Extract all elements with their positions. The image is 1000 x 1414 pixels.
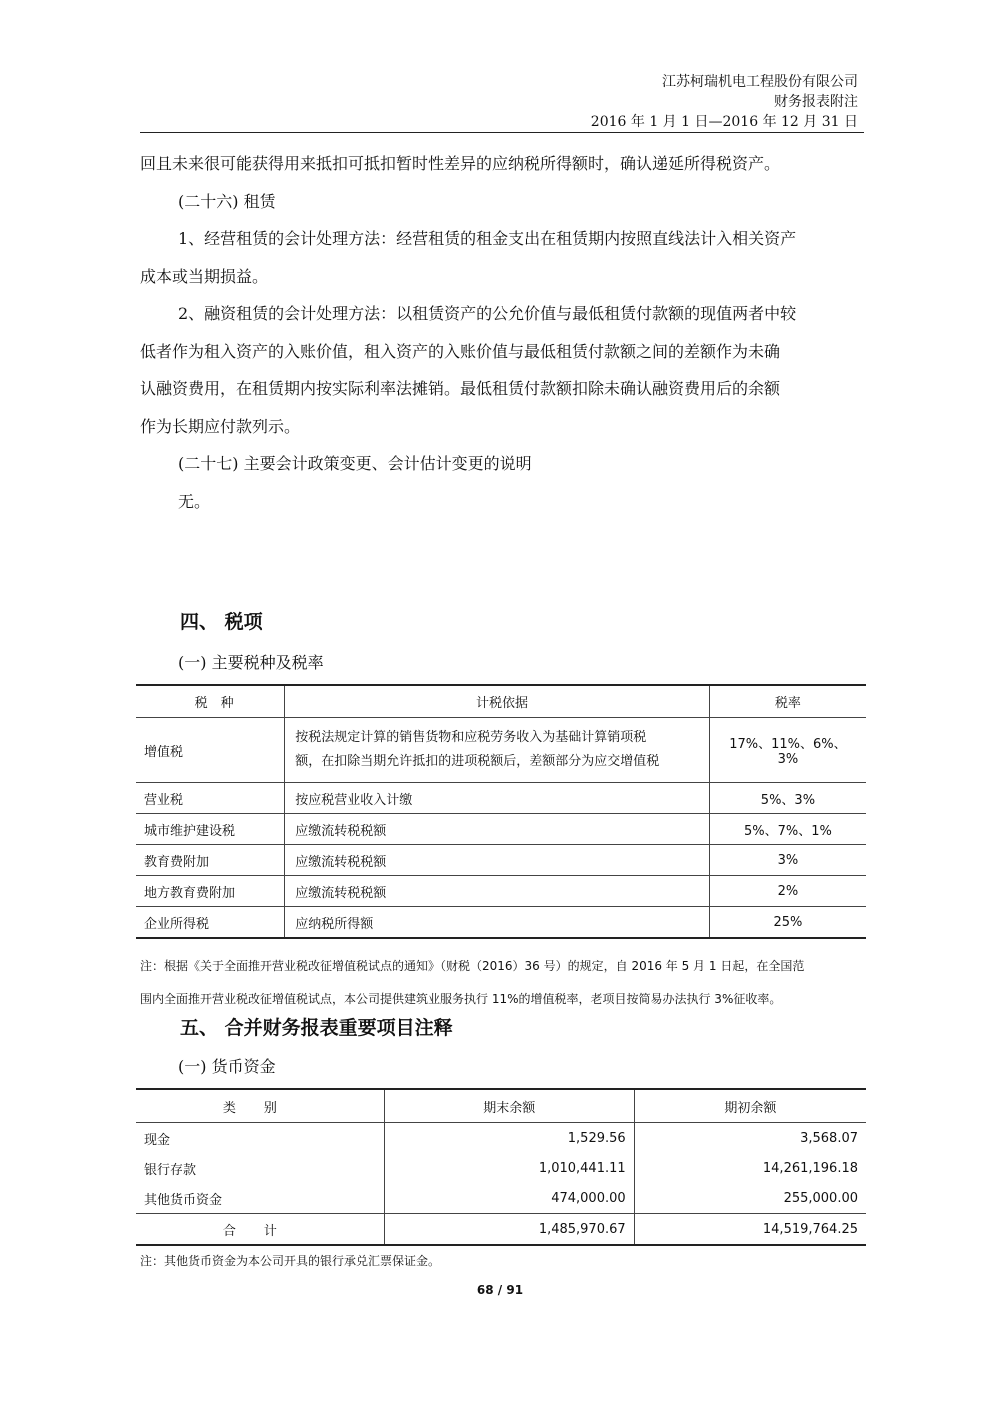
body-text: [140, 145, 864, 520]
paragraph-finance-lease-1: 2、融资租赁的会计处理方法：以租赁资产的公允价值与最低租赁付款额的现值两者中较: [178, 304, 797, 323]
table-row: [136, 907, 866, 939]
tax-rate: 25%: [773, 914, 803, 930]
table-header-row: [136, 1089, 866, 1123]
header-period: 2016 年 1 月 1 日—2016 年 12 月 31 日: [590, 114, 858, 130]
paragraph-finance-lease-2: 低者作为租入资产的入账价值，租入资产的入账价值与最低租赁付款额之间的差额作为未确: [140, 341, 781, 361]
tax-basis: [285, 718, 710, 783]
subsection-title-cash: (一) 货币资金: [178, 1057, 276, 1076]
tax-basis: 应缴流转税税额: [285, 814, 710, 845]
subsection-title-tax-rates: (一) 主要税种及税率: [178, 653, 324, 672]
tax-name: 营业税: [136, 783, 285, 814]
table-row: [136, 718, 866, 783]
tax-name: 增值税: [136, 718, 285, 783]
tax-basis: 应纳税所得额: [285, 907, 710, 939]
cash-note: 注：其他货币资金为本公司开具的银行承兑汇票保证金。: [140, 1254, 441, 1268]
table-row: [136, 876, 866, 907]
cash-category: 其他货币资金: [136, 1183, 384, 1214]
table-row: [136, 1123, 866, 1154]
header-tax-basis: 计税依据: [285, 685, 710, 718]
tax-note-line: 注：根据《关于全面推开营业税改征增值税试点的通知》（财税（2016）36 号）的规定，自 2016 年 5 月 1 日起，在全国范: [140, 959, 805, 973]
table-row: [136, 783, 866, 814]
tax-basis: 应缴流转税税额: [285, 845, 710, 876]
cash-end-balance: 474,000.00: [384, 1183, 634, 1214]
header-doc-title: 财务报表附注: [774, 94, 858, 110]
tax-rate: 2%: [709, 876, 866, 907]
tax-rate: 17%、11%、6%、3%: [709, 718, 866, 783]
page-header: [140, 72, 858, 132]
tax-basis-line: 额，在扣除当期允许抵扣的进项税额后，差额部分为应交增值税: [295, 754, 660, 769]
cash-begin-balance: 3,568.07: [800, 1130, 858, 1146]
cash-begin-balance: 255,000.00: [783, 1190, 858, 1206]
cash-begin-balance: 14,261,196.18: [762, 1160, 858, 1176]
tax-name: 地方教育费附加: [136, 876, 285, 907]
header-end-balance: 期末余额: [384, 1089, 634, 1123]
tax-basis: 按应税营业收入计缴: [285, 783, 710, 814]
tax-note-line: 围内全面推开营业税改征增值税试点，本公司提供建筑业服务执行 11%的增值税率，老项目按简易办法执行 3%征收率。: [140, 992, 782, 1006]
header-category: 类别: [136, 1089, 384, 1123]
table-total-row: [136, 1214, 866, 1246]
tax-name: 教育费附加: [136, 845, 285, 876]
section-title-consolidated: 五、 合并财务报表重要项目注释: [180, 1017, 453, 1039]
header-company: 江苏柯瑞机电工程股份有限公司: [662, 74, 858, 90]
heading-policy-change: (二十七) 主要会计政策变更、会计估计变更的说明: [178, 454, 532, 473]
total-label: 合计: [136, 1214, 384, 1246]
table-row: [136, 1183, 866, 1214]
paragraph-finance-lease-3: 认融资费用，在租赁期内按实际利率法摊销。最低租赁付款额扣除未确认融资费用后的余额: [140, 379, 781, 398]
tax-rate: 5%、3%: [709, 783, 866, 814]
paragraph-operating-lease-2: 成本或当期损益。: [140, 266, 269, 286]
cash-category: 银行存款: [136, 1153, 384, 1183]
cash-table: [136, 1088, 866, 1246]
header-tax-rate: 税率: [709, 685, 866, 718]
tax-name: 城市维护建设税: [136, 814, 285, 845]
table-header-row: [136, 685, 866, 718]
cash-category: 现金: [136, 1123, 384, 1154]
cash-end-balance: 1,010,441.11: [384, 1153, 634, 1183]
paragraph-continued: 回且未来很可能获得用来抵扣可抵扣暂时性差异的应纳税所得额时，确认递延所得税资产。: [140, 154, 781, 173]
table-row: [136, 845, 866, 876]
total-end-balance: 1,485,970.67: [384, 1214, 634, 1246]
page-number: 68 / 91: [476, 1283, 524, 1297]
header-tax-type: 税 种: [136, 685, 285, 718]
tax-rate-table: [136, 684, 866, 939]
table-row: [136, 1153, 866, 1183]
tax-rate: 3%: [709, 845, 866, 876]
tax-basis: 应缴流转税税额: [285, 876, 710, 907]
tax-name: 企业所得税: [136, 907, 285, 939]
heading-lease: (二十六) 租赁: [178, 191, 276, 211]
cash-end-balance: 1,529.56: [384, 1123, 634, 1154]
tax-note: [140, 950, 870, 1016]
total-begin-balance: 14,519,764.25: [634, 1214, 866, 1246]
table-row: [136, 814, 866, 845]
paragraph-none: 无。: [178, 491, 211, 511]
paragraph-finance-lease-4: 作为长期应付款列示。: [140, 416, 301, 436]
section-title-tax: 四、 税项: [180, 611, 263, 633]
header-begin-balance: 期初余额: [634, 1089, 866, 1123]
tax-rate: 5%、7%、1%: [709, 814, 866, 845]
header-divider: [140, 132, 864, 133]
paragraph-operating-lease-1: 1、经营租赁的会计处理方法：经营租赁的租金支出在租赁期内按照直线法计入相关资产: [178, 229, 797, 248]
tax-basis-line: 按税法规定计算的销售货物和应税劳务收入为基础计算销项税: [295, 730, 647, 745]
